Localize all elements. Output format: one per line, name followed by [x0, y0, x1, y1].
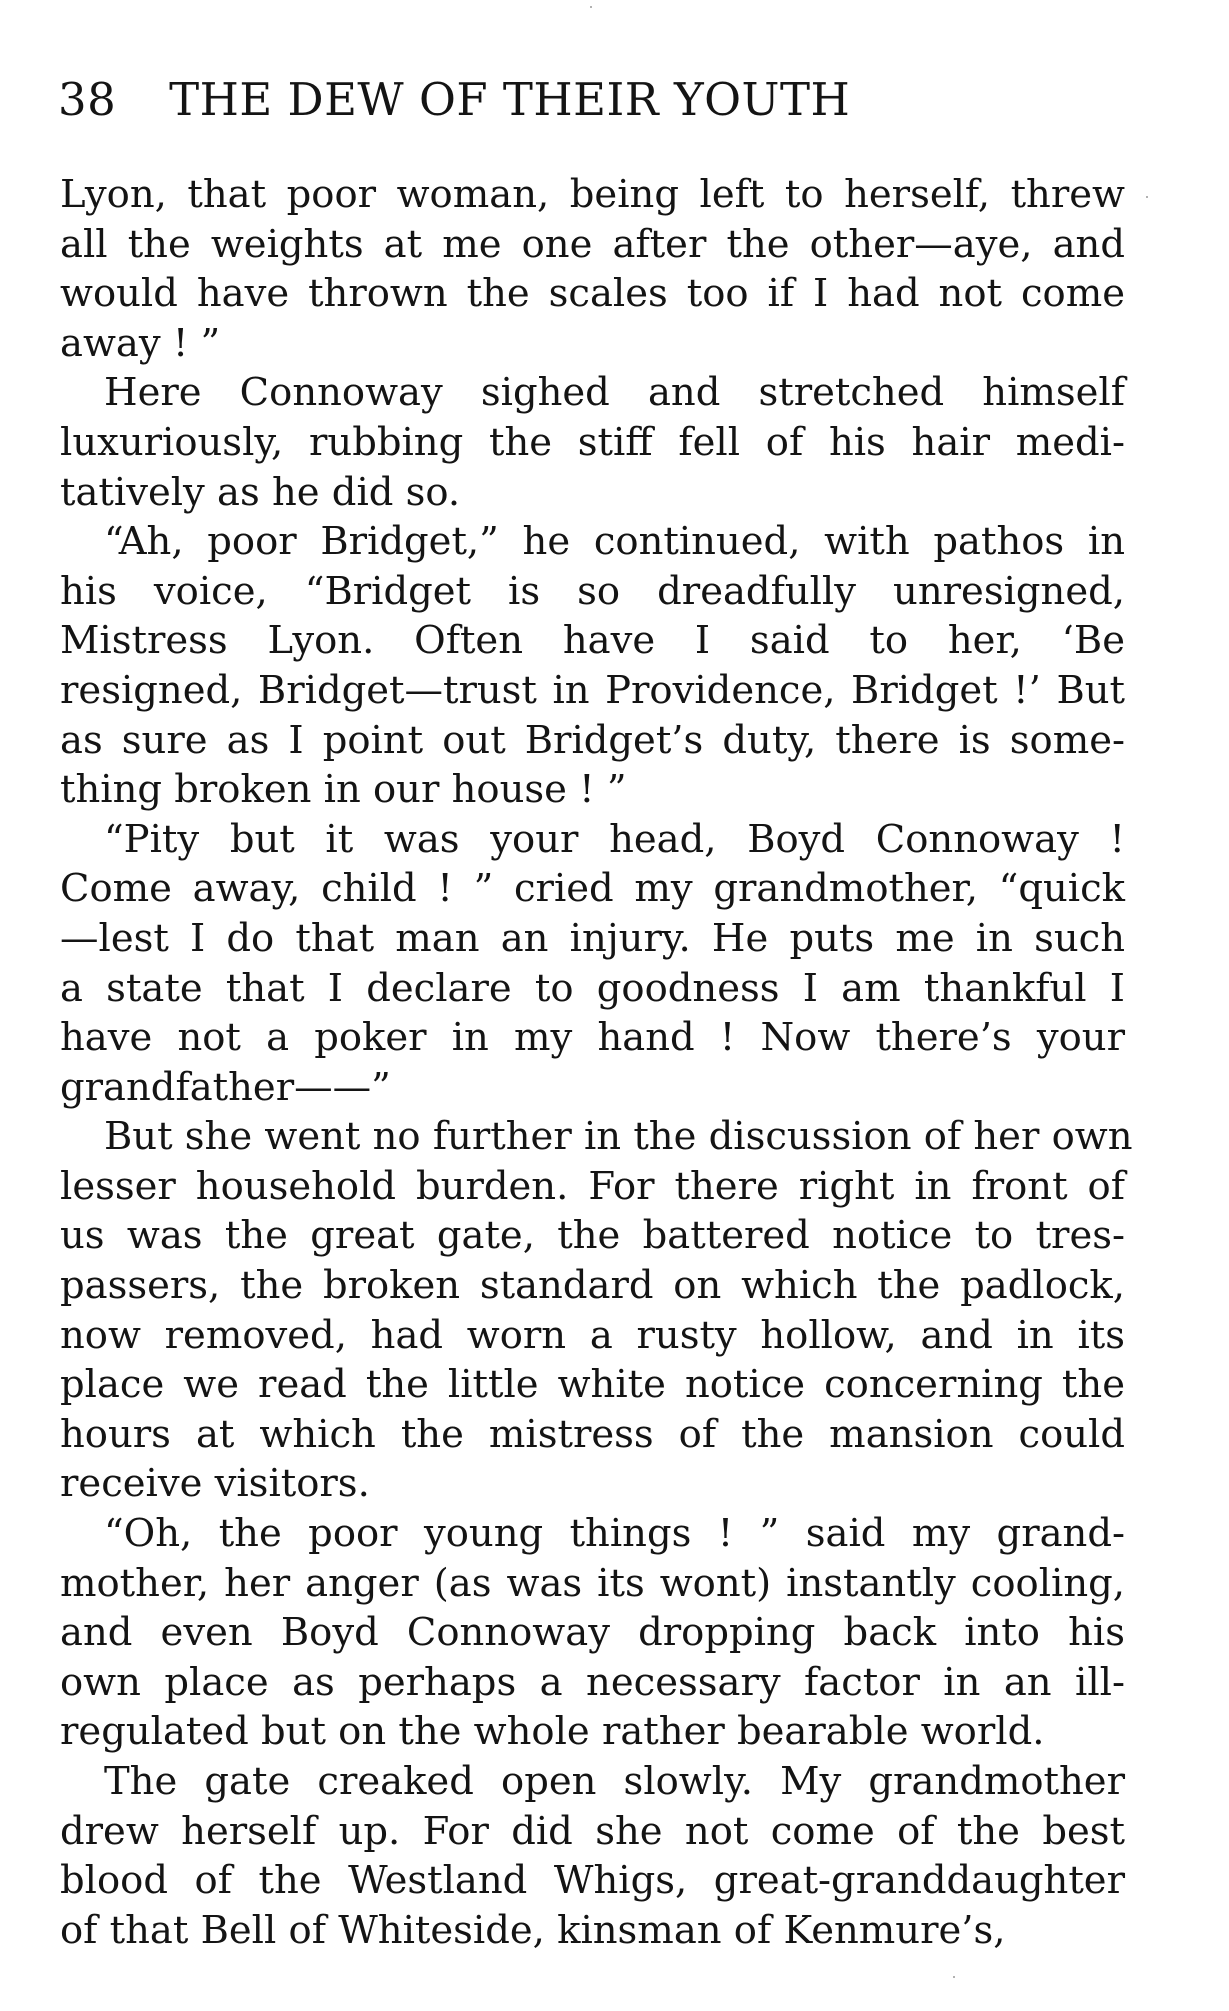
text-line: Lyon, that poor woman, being left to herself, threw	[60, 172, 1125, 217]
text-line: place we read the little white notice concerning the	[60, 1362, 1125, 1408]
text-line: resigned, Bridget—trust in Providence, Bridget !’ But	[60, 667, 1125, 713]
text-line: receive visitors.	[60, 1461, 370, 1507]
paper-speck	[953, 1976, 955, 1978]
text-line: Mistress Lyon. Often have I said to her, ‘Be	[60, 618, 1125, 664]
text-line: drew herself up. For did she not come of the best	[60, 1808, 1125, 1854]
text-line: The gate creaked open slowly. My grandmother	[104, 1759, 1125, 1804]
text-line: and even Boyd Connoway dropping back into his	[60, 1610, 1125, 1656]
text-line: Come away, child ! ” cried my grandmother, “quick	[60, 866, 1125, 912]
paragraph	[60, 170, 1125, 368]
text-line: away ! ”	[60, 320, 221, 366]
paragraph	[60, 368, 1125, 517]
text-line: us was the great gate, the battered notice to tres-	[60, 1213, 1125, 1259]
text-line: a state that I declare to goodness I am thankful I	[60, 965, 1125, 1011]
text-line: blood of the Westland Whigs, great-granddaughter	[60, 1858, 1125, 1904]
text-line: have not a poker in my hand ! Now there’s your	[60, 1015, 1125, 1061]
paragraph	[60, 1509, 1125, 1757]
text-line: grandfather——”	[60, 1064, 391, 1110]
text-line: thing broken in our house ! ”	[60, 767, 627, 813]
text-line: Here Connoway sighed and stretched himself	[104, 370, 1125, 416]
paper-speck	[1146, 196, 1148, 198]
paragraph	[60, 815, 1125, 1113]
text-line: all the weights at me one after the other—aye, and	[60, 221, 1125, 267]
text-line: as sure as I point out Bridget’s duty, there is some-	[60, 717, 1125, 763]
page-number: 38	[58, 73, 117, 126]
text-line: mother, her anger (as was its wont) instantly cooling,	[60, 1560, 1125, 1606]
text-line: hours at which the mistress of the mansion could	[60, 1411, 1125, 1457]
text-line: regulated but on the whole rather bearable world.	[60, 1709, 1045, 1755]
body-text	[60, 170, 1133, 1955]
text-line: would have thrown the scales too if I had not come	[60, 271, 1125, 317]
text-line: luxuriously, rubbing the stiff fell of his hair medi-	[60, 419, 1125, 465]
running-title: THE DEW OF THEIR YOUTH	[169, 73, 851, 126]
text-line: “Oh, the poor young things ! ” said my grand-	[104, 1511, 1125, 1557]
paragraph	[60, 517, 1125, 815]
text-line: But she went no further in the discussion of her own	[104, 1114, 1133, 1160]
text-line: —lest I do that man an injury. He puts me in such	[60, 915, 1125, 961]
text-line: of that Bell of Whiteside, kinsman of Kenmure’s,	[60, 1907, 1006, 1953]
paragraph	[60, 1112, 1133, 1509]
page-header	[58, 70, 1118, 130]
text-line: tatively as he did so.	[60, 469, 461, 515]
text-line: his voice, “Bridget is so dreadfully unresigned,	[60, 568, 1125, 614]
text-line: “Pity but it was your head, Boyd Connoway !	[104, 816, 1125, 862]
text-line: lesser household burden. For there right in front of	[60, 1163, 1125, 1209]
text-line: “Ah, poor Bridget,” he continued, with pathos in	[104, 519, 1125, 565]
paper-speck	[590, 6, 592, 8]
paragraph	[60, 1757, 1125, 1955]
text-line: now removed, had worn a rusty hollow, and in its	[60, 1312, 1125, 1358]
text-line: passers, the broken standard on which the padlock,	[60, 1263, 1125, 1309]
text-line: own place as perhaps a necessary factor in an ill-	[60, 1659, 1125, 1705]
